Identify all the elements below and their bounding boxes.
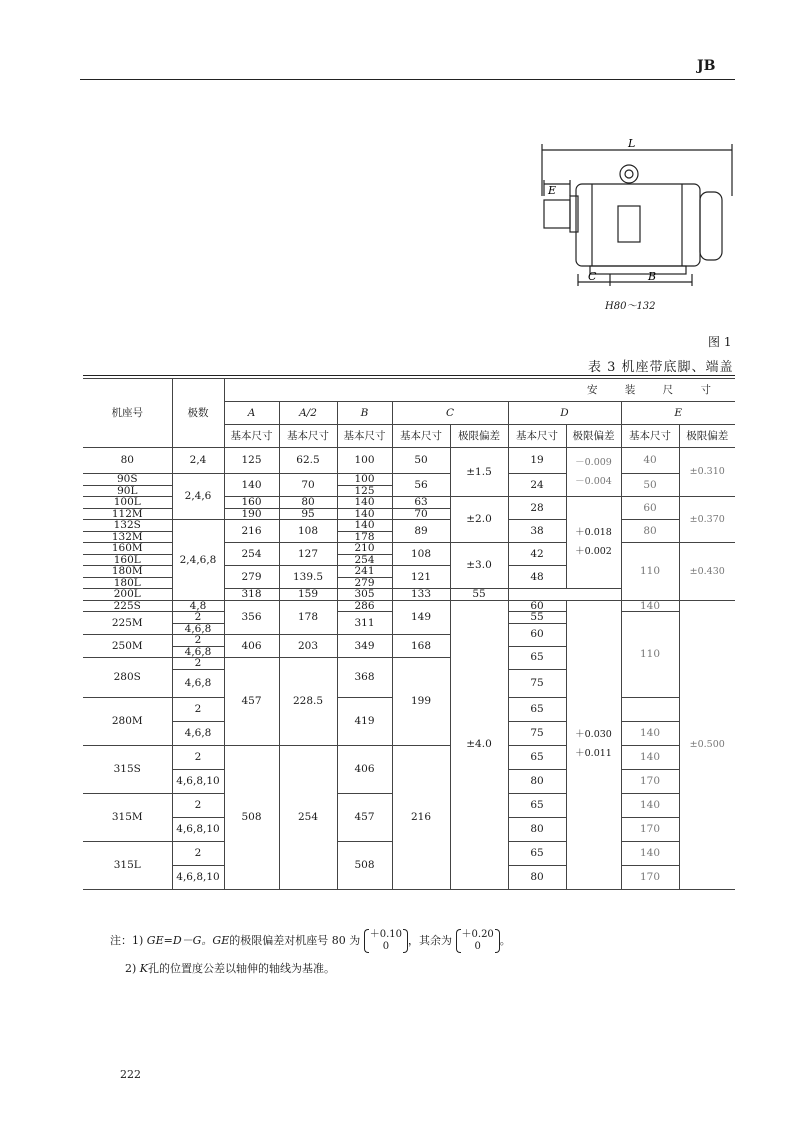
label-l: L xyxy=(628,137,636,150)
table-title: 表 3 机座带底脚、端盖 xyxy=(588,360,734,375)
b-cell: 254 xyxy=(337,554,392,566)
poles-cell: 2,4,6 xyxy=(172,474,224,520)
poles-cell: 4,6,8,10 xyxy=(172,769,224,793)
header-basic: 基本尺寸 xyxy=(224,425,279,448)
d-cell: 19 xyxy=(508,448,566,474)
d-cell: 75 xyxy=(508,669,566,697)
frame-cell: 315S xyxy=(83,745,172,793)
c-cell: 63 xyxy=(392,497,450,509)
frame-cell: 80 xyxy=(83,448,172,474)
header-basic: 基本尺寸 xyxy=(392,425,450,448)
a2-cell: 127 xyxy=(279,543,337,566)
poles-cell: 4,6,8 xyxy=(172,721,224,745)
e-cell: 170 xyxy=(621,817,679,841)
header-sym-e: E xyxy=(621,402,735,425)
b-cell: 178 xyxy=(337,531,392,543)
frame-cell: 315L xyxy=(83,841,172,889)
e-cell: 110 xyxy=(621,612,679,698)
b-cell: 305 xyxy=(337,589,392,601)
note-2: 2) K孔的位置度公差以轴伸的轴线为基准。 xyxy=(125,962,336,975)
b-cell: 125 xyxy=(337,485,392,497)
a-cell: 216 xyxy=(224,520,279,543)
a2-cell: 203 xyxy=(279,635,337,658)
e-cell: 140 xyxy=(621,841,679,865)
d-cell: 80 xyxy=(508,865,566,889)
d-deviation-cell: －0.009 －0.004 xyxy=(566,448,621,497)
b-cell: 457 xyxy=(337,793,392,841)
e-cell: 170 xyxy=(621,865,679,889)
d-cell: 60 xyxy=(508,600,566,612)
header-deviation: 极限偏差 xyxy=(566,425,621,448)
frame-cell: 160M xyxy=(83,543,172,555)
d-cell: 80 xyxy=(508,817,566,841)
header-poles: 极数 xyxy=(172,379,224,448)
a-cell: 190 xyxy=(224,508,279,520)
header-frame-no: 机座号 xyxy=(83,379,172,448)
frame-cell: 180M xyxy=(83,566,172,578)
b-cell: 311 xyxy=(337,612,392,635)
note-1: 注：1) GE=D－G。GE的极限偏差对机座号 80 为 ＋0.10 0 ，其余为 ＋0.20 0 。 xyxy=(110,929,511,952)
e-cell: 50 xyxy=(621,474,679,497)
c-cell: 216 xyxy=(392,745,450,889)
poles-cell: 4,6,8 xyxy=(172,646,224,658)
poles-cell: 2 xyxy=(172,841,224,865)
a2-cell: 80 xyxy=(279,497,337,509)
frame-cell: 200L xyxy=(83,589,172,601)
header-basic: 基本尺寸 xyxy=(621,425,679,448)
e-cell: 140 xyxy=(621,721,679,745)
c-cell: 168 xyxy=(392,635,450,658)
a-cell: 457 xyxy=(224,658,279,746)
a2-cell: 228.5 xyxy=(279,658,337,746)
d-cell: 65 xyxy=(508,793,566,817)
d-deviation-cell: ＋0.030 ＋0.011 xyxy=(566,600,621,889)
c-deviation-cell: ±1.5 xyxy=(450,448,508,497)
page-number: 222 xyxy=(120,1068,141,1081)
c-cell: 70 xyxy=(392,508,450,520)
header-sym-a: A xyxy=(224,402,279,425)
e-cell: 60 xyxy=(621,497,679,520)
a2-cell: 139.5 xyxy=(279,566,337,589)
table-top-rule xyxy=(83,375,735,376)
poles-cell: 2 xyxy=(172,658,224,670)
frame-cell: 132M xyxy=(83,531,172,543)
poles-cell: 2 xyxy=(172,612,224,624)
e-deviation-cell: ±0.370 xyxy=(679,497,735,543)
d-cell: 80 xyxy=(508,769,566,793)
dimension-table xyxy=(83,378,735,890)
e-cell: 140 xyxy=(621,745,679,769)
b-cell: 419 xyxy=(337,697,392,745)
c-cell: 108 xyxy=(392,543,450,566)
poles-cell: 2,4,6,8 xyxy=(172,520,224,601)
frame-cell: 180L xyxy=(83,577,172,589)
d-cell: 65 xyxy=(508,745,566,769)
a2-cell: 70 xyxy=(279,474,337,497)
a-cell: 318 xyxy=(224,589,279,601)
a-cell: 125 xyxy=(224,448,279,474)
c-cell: 133 xyxy=(392,589,450,601)
d-cell: 65 xyxy=(508,646,566,669)
tolerance-matrix-others: ＋0.20 0 xyxy=(456,929,500,953)
a2-cell: 108 xyxy=(279,520,337,543)
poles-cell: 4,8 xyxy=(172,600,224,612)
header-basic: 基本尺寸 xyxy=(279,425,337,448)
b-cell: 140 xyxy=(337,497,392,509)
a-cell: 254 xyxy=(224,543,279,566)
d-cell: 55 xyxy=(450,589,508,601)
frame-cell: 100L xyxy=(83,497,172,509)
c-cell: 149 xyxy=(392,600,450,635)
c-cell: 199 xyxy=(392,658,450,746)
c-cell: 50 xyxy=(392,448,450,474)
d-cell: 60 xyxy=(508,623,566,646)
frame-cell: 225M xyxy=(83,612,172,635)
figure-label: 图 1 xyxy=(708,335,732,349)
a2-cell: 178 xyxy=(279,600,337,635)
b-cell: 508 xyxy=(337,841,392,889)
d-cell: 65 xyxy=(508,841,566,865)
frame-cell: 280S xyxy=(83,658,172,698)
poles-cell: 4,6,8 xyxy=(172,623,224,635)
frame-cell: 315M xyxy=(83,793,172,841)
motor-figure xyxy=(532,136,744,316)
label-b: B xyxy=(648,270,657,283)
e-cell: 140 xyxy=(621,600,679,612)
b-cell: 286 xyxy=(337,600,392,612)
a-cell: 160 xyxy=(224,497,279,509)
d-cell: 55 xyxy=(508,612,566,624)
header-basic: 基本尺寸 xyxy=(508,425,566,448)
b-cell: 241 xyxy=(337,566,392,578)
header-install-dims: 安 装 尺 寸 xyxy=(224,379,735,402)
e-deviation-cell: ±0.500 xyxy=(679,600,735,889)
label-c: C xyxy=(588,270,597,283)
c-cell: 56 xyxy=(392,474,450,497)
header-sym-a2: A/2 xyxy=(279,402,337,425)
frame-cell: 132S xyxy=(83,520,172,532)
figure-caption: H80～132 xyxy=(605,301,656,312)
c-deviation-cell: ±4.0 xyxy=(450,600,508,889)
d-cell: 42 xyxy=(508,543,566,566)
d-cell: 24 xyxy=(508,474,566,497)
b-cell: 406 xyxy=(337,745,392,793)
label-e: E xyxy=(548,184,557,197)
d-cell: 38 xyxy=(508,520,566,543)
poles-cell: 4,6,8,10 xyxy=(172,817,224,841)
frame-cell: 90L xyxy=(83,485,172,497)
c-deviation-cell: ±2.0 xyxy=(450,497,508,543)
b-cell: 349 xyxy=(337,635,392,658)
a-cell: 279 xyxy=(224,566,279,589)
poles-cell: 2 xyxy=(172,635,224,647)
a2-cell: 62.5 xyxy=(279,448,337,474)
a2-cell: 254 xyxy=(279,745,337,889)
d-cell: 65 xyxy=(508,697,566,721)
frame-cell: 160L xyxy=(83,554,172,566)
b-cell: 140 xyxy=(337,508,392,520)
a2-cell: 95 xyxy=(279,508,337,520)
e-deviation-cell: ±0.430 xyxy=(679,543,735,601)
header-deviation: 极限偏差 xyxy=(679,425,735,448)
frame-cell: 225S xyxy=(83,600,172,612)
header-sym-b: B xyxy=(337,402,392,425)
c-deviation-cell: ±3.0 xyxy=(450,543,508,589)
header-sym-c: C xyxy=(392,402,508,425)
e-cell: 80 xyxy=(621,520,679,543)
b-cell: 279 xyxy=(337,577,392,589)
d-cell: 28 xyxy=(508,497,566,520)
d-deviation-cell: ＋0.018 ＋0.002 xyxy=(566,497,621,589)
poles-cell: 4,6,8,10 xyxy=(172,865,224,889)
a-cell: 140 xyxy=(224,474,279,497)
header-basic: 基本尺寸 xyxy=(337,425,392,448)
frame-cell: 280M xyxy=(83,697,172,745)
e-cell: 140 xyxy=(621,793,679,817)
frame-cell: 90S xyxy=(83,474,172,486)
frame-cell: 250M xyxy=(83,635,172,658)
standard-code: JB xyxy=(697,58,716,74)
frame-cell: 112M xyxy=(83,508,172,520)
header-rule xyxy=(80,79,735,80)
poles-cell: 2,4 xyxy=(172,448,224,474)
a-cell: 508 xyxy=(224,745,279,889)
header-deviation: 极限偏差 xyxy=(450,425,508,448)
b-cell: 368 xyxy=(337,658,392,698)
a-cell: 356 xyxy=(224,600,279,635)
header-sym-d: D xyxy=(508,402,621,425)
e-cell: 170 xyxy=(621,769,679,793)
d-cell: 75 xyxy=(508,721,566,745)
b-cell: 140 xyxy=(337,520,392,532)
poles-cell: 2 xyxy=(172,697,224,721)
e-deviation-cell: ±0.310 xyxy=(679,448,735,497)
e-cell: 110 xyxy=(621,543,679,601)
b-cell: 100 xyxy=(337,448,392,474)
c-cell: 89 xyxy=(392,520,450,543)
a-cell: 406 xyxy=(224,635,279,658)
poles-cell: 2 xyxy=(172,745,224,769)
e-cell: 40 xyxy=(621,448,679,474)
b-cell: 100 xyxy=(337,474,392,486)
tolerance-matrix-80: ＋0.10 0 xyxy=(364,929,408,953)
b-cell: 210 xyxy=(337,543,392,555)
poles-cell: 2 xyxy=(172,793,224,817)
d-cell: 48 xyxy=(508,566,566,589)
poles-cell: 4,6,8 xyxy=(172,669,224,697)
a2-cell: 159 xyxy=(279,589,337,601)
c-cell: 121 xyxy=(392,566,450,589)
